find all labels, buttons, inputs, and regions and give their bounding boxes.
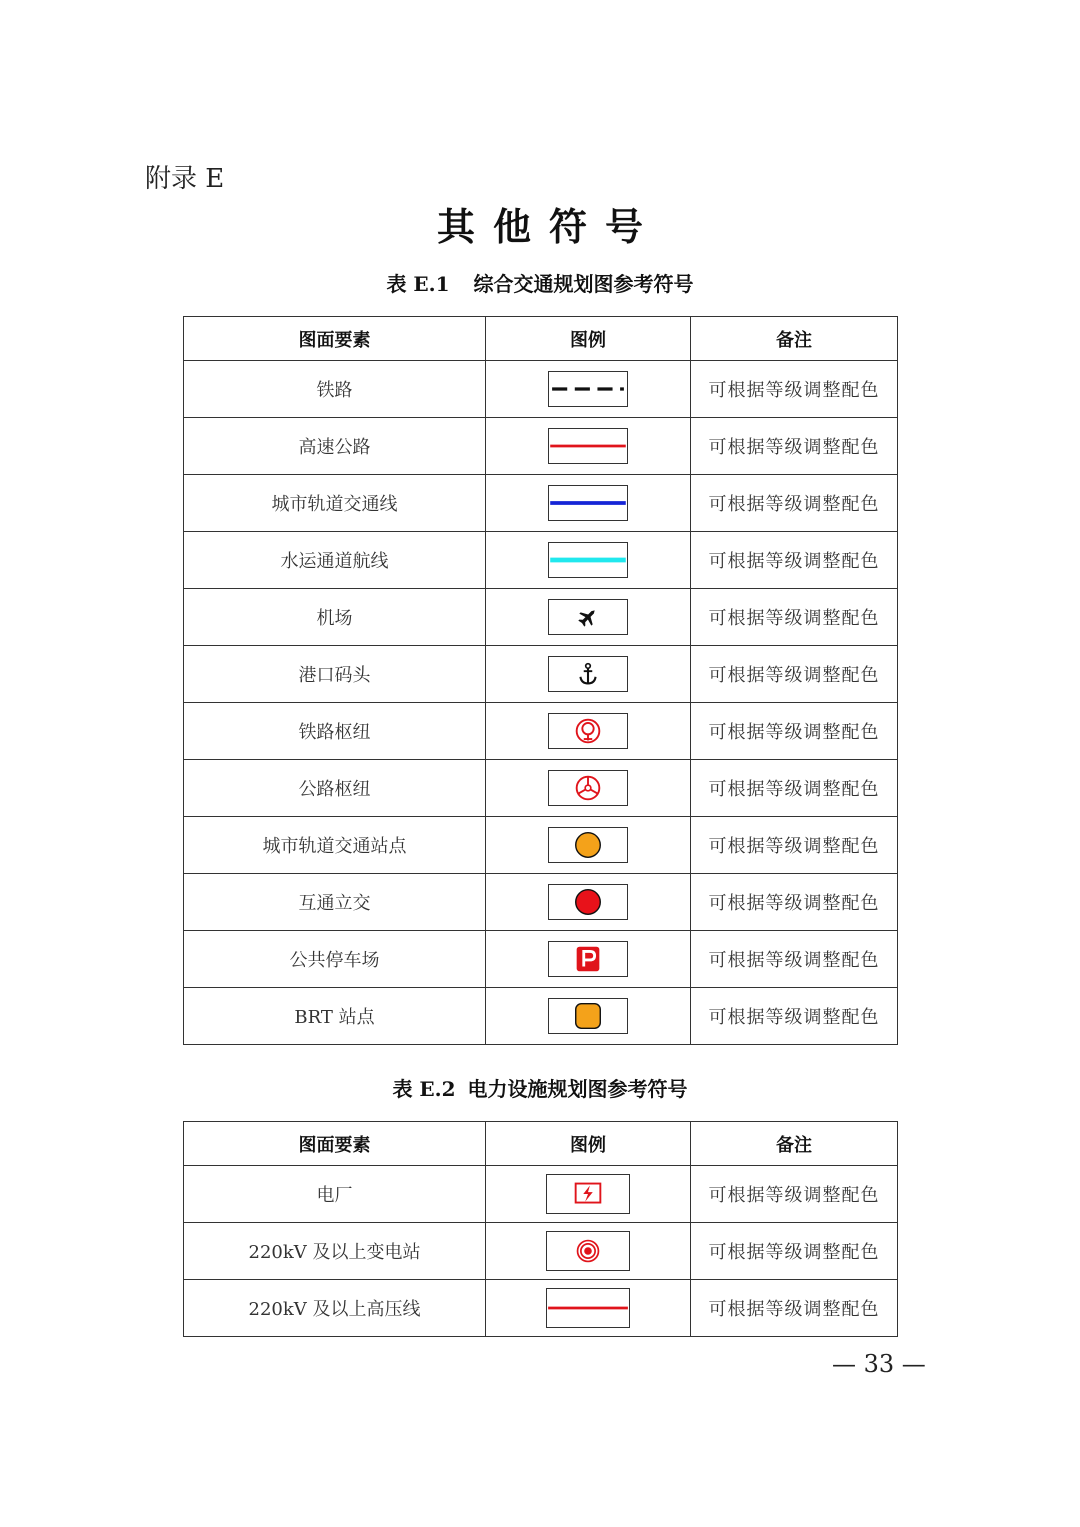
table-row xyxy=(184,646,898,703)
element-cell: 公路枢纽 xyxy=(184,760,486,817)
legend-cell xyxy=(486,931,691,988)
header-note: 备注 xyxy=(691,317,898,361)
table-row xyxy=(184,532,898,589)
table-row xyxy=(184,817,898,874)
element-cell: 220kV 及以上高压线 xyxy=(184,1280,486,1337)
legend-cell xyxy=(486,1166,691,1223)
element-cell: 高速公路 xyxy=(184,418,486,475)
legend-cell xyxy=(486,361,691,418)
header-note: 备注 xyxy=(691,1122,898,1166)
substation-icon xyxy=(546,1231,630,1271)
note-cell: 可根据等级调整配色 xyxy=(691,931,898,988)
orange-rounded-square-icon xyxy=(548,998,628,1034)
legend-cell xyxy=(486,817,691,874)
expressway-red-line-icon xyxy=(548,428,628,464)
parking-icon xyxy=(548,941,628,977)
header-element: 图面要素 xyxy=(184,317,486,361)
element-cell: 城市轨道交通站点 xyxy=(184,817,486,874)
note-cell: 可根据等级调整配色 xyxy=(691,475,898,532)
note-cell: 可根据等级调整配色 xyxy=(691,760,898,817)
page-title: 其他符号 xyxy=(436,204,661,249)
legend-cell xyxy=(486,1280,691,1337)
table-row xyxy=(184,760,898,817)
legend-cell xyxy=(486,646,691,703)
table1-caption-number: 表 E.1 xyxy=(386,272,450,296)
element-cell: 机场 xyxy=(184,589,486,646)
table-row xyxy=(184,1223,898,1280)
table-row xyxy=(184,475,898,532)
table-row xyxy=(184,703,898,760)
legend-cell xyxy=(486,418,691,475)
transport-symbols-table xyxy=(183,316,898,1045)
header-legend: 图例 xyxy=(486,317,691,361)
legend-cell xyxy=(486,988,691,1045)
table1-caption-title: 综合交通规划图参考符号 xyxy=(473,272,694,296)
note-cell: 可根据等级调整配色 xyxy=(691,1280,898,1337)
note-cell: 可根据等级调整配色 xyxy=(691,817,898,874)
note-cell: 可根据等级调整配色 xyxy=(691,532,898,589)
note-cell: 可根据等级调整配色 xyxy=(691,1223,898,1280)
table-row xyxy=(184,589,898,646)
legend-cell xyxy=(486,874,691,931)
legend-cell xyxy=(486,532,691,589)
element-cell: 互通立交 xyxy=(184,874,486,931)
table-row xyxy=(184,874,898,931)
note-cell: 可根据等级调整配色 xyxy=(691,874,898,931)
highway-hub-icon xyxy=(548,770,628,806)
railway-line-icon xyxy=(548,371,628,407)
waterway-cyan-line-icon xyxy=(548,542,628,578)
orange-circle-icon xyxy=(548,827,628,863)
table2-caption-number: 表 E.2 xyxy=(392,1077,456,1101)
table-row xyxy=(184,931,898,988)
note-cell: 可根据等级调整配色 xyxy=(691,361,898,418)
element-cell: 铁路 xyxy=(184,361,486,418)
element-cell: 水运通道航线 xyxy=(184,532,486,589)
element-cell: 220kV 及以上变电站 xyxy=(184,1223,486,1280)
table-row xyxy=(184,1280,898,1337)
note-cell: 可根据等级调整配色 xyxy=(691,1166,898,1223)
element-cell: 电厂 xyxy=(184,1166,486,1223)
legend-cell xyxy=(486,703,691,760)
table-row xyxy=(184,361,898,418)
table2-caption xyxy=(0,1073,1080,1102)
element-cell: 港口码头 xyxy=(184,646,486,703)
page-number: — 33 — xyxy=(832,1350,926,1378)
appendix-label: 附录 E xyxy=(145,164,225,194)
high-voltage-red-line-icon xyxy=(546,1288,630,1328)
railway-hub-icon xyxy=(548,713,628,749)
airplane-icon xyxy=(548,599,628,635)
note-cell: 可根据等级调整配色 xyxy=(691,646,898,703)
table2-caption-title: 电力设施规划图参考符号 xyxy=(467,1077,688,1101)
table1-caption xyxy=(0,268,1080,297)
legend-cell xyxy=(486,589,691,646)
table-row xyxy=(184,418,898,475)
anchor-icon xyxy=(548,656,628,692)
note-cell: 可根据等级调整配色 xyxy=(691,589,898,646)
table-header-row xyxy=(184,317,898,361)
element-cell: 铁路枢纽 xyxy=(184,703,486,760)
red-circle-icon xyxy=(548,884,628,920)
header-element: 图面要素 xyxy=(184,1122,486,1166)
note-cell: 可根据等级调整配色 xyxy=(691,988,898,1045)
element-cell: 城市轨道交通线 xyxy=(184,475,486,532)
element-cell: 公共停车场 xyxy=(184,931,486,988)
power-symbols-table xyxy=(183,1121,898,1337)
table-row xyxy=(184,988,898,1045)
note-cell: 可根据等级调整配色 xyxy=(691,703,898,760)
legend-cell xyxy=(486,475,691,532)
element-cell: BRT 站点 xyxy=(184,988,486,1045)
header-legend: 图例 xyxy=(486,1122,691,1166)
table-header-row xyxy=(184,1122,898,1166)
legend-cell xyxy=(486,1223,691,1280)
power-plant-icon xyxy=(546,1174,630,1214)
note-cell: 可根据等级调整配色 xyxy=(691,418,898,475)
urban-rail-blue-line-icon xyxy=(548,485,628,521)
table-row xyxy=(184,1166,898,1223)
legend-cell xyxy=(486,760,691,817)
